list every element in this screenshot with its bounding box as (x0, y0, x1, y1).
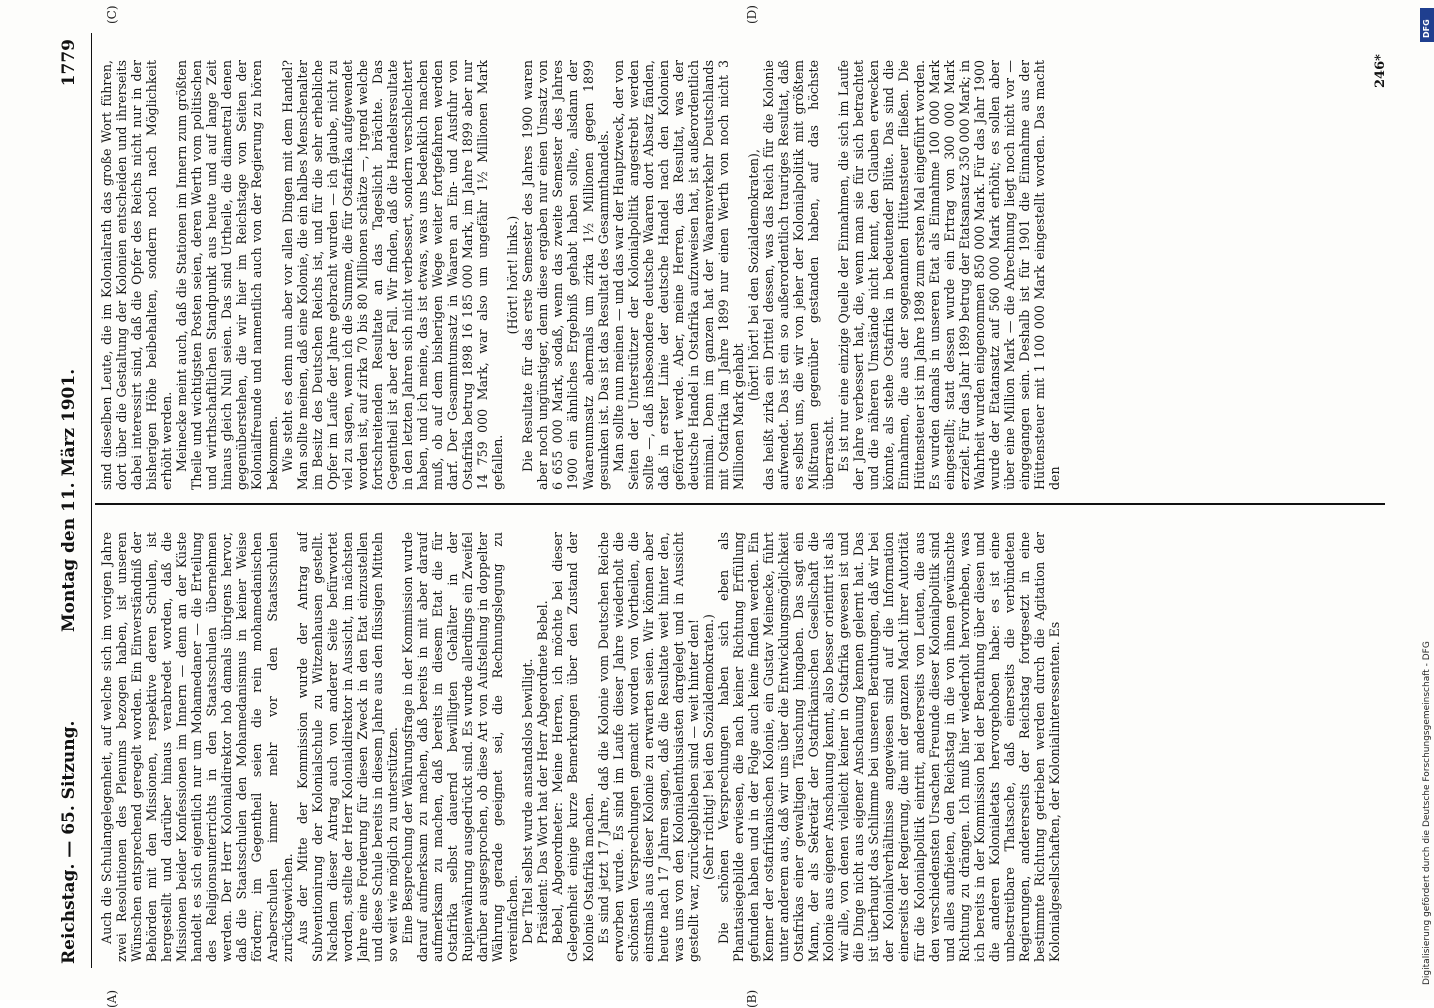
right-column (99, 60, 1384, 490)
paragraph: Eine Besprechung der Währungsfrage in der Kommission wurde darauf aufmerksam zu machen, daß bereits in mit aber darauf aufmerksam zu machen, daß bereits in diesem Etat die für Ostafrika selbst dauernd bewilligten Gehälter in der Rupienwährung ausgedrückt sind. Es wurde allerdings ein Zweifel darüber ausgesprochen, ob diese Art von Aufstellung in doppelter Währung gerade geeignet sei, die Rechnungslegung zu vereinfachen. (399, 532, 521, 962)
column-divider (95, 504, 1385, 506)
margin-marker-c: (C) (105, 5, 119, 24)
margin-marker-d: (D) (745, 5, 759, 24)
paragraph: Es sind jetzt 17 Jahre, daß die Kolonie vom Deutschen Reiche erworben wurde. Es sind im Laufe dieser Jahre wiederholt die schönsten Versprechungen gemacht worden von Vortheilen, die einstmals aus dieser Kolonie zu erwarten seien. Wir können aber heute nach 17 Jahren sagen, daß die Resultate weit hinter den, was uns von den Kolonialenthusiasten dargelegt und in Aussicht gestellt war, zurückgeblieben sind — weit hinter den! (595, 532, 701, 962)
paragraph: Es ist nur eine einzige Quelle der Einnahmen, die sich im Laufe der Jahre verbessert hat, die, wenn man sie für sich betrachtet und die näheren Umstände nicht kennt, den Glauben erwecken könnte, als stehe Ostafrika in bedeutender Blüte. Das sind die Einnahmen, die aus der sogenannten Hüttensteuer fließen. Die Hüttensteuer ist im Jahre 1898 zum ersten Mal eingeführt worden. Es wurden damals in unseren Etat als Einnahme 100 000 Mark eingestellt; statt dessen wurde ein Ertrag von 300 000 Mark erzielt. Für das Jahr 1899 betrug der Etatsansatz 350 000 Mark; in Wahrheit wurden eingenommen 850 000 Mark. Für das Jahr 1900 wurde der Etatansatz auf 560 000 Mark erhöht; es sollen aber über eine Million Mark — die Abrechnung liegt noch nicht vor — eingegangen sein. Deshalb ist für 1901 die Einnahme aus der Hüttensteuer mit 1 100 000 Mark eingestellt worden. Das macht den (836, 60, 1062, 490)
paragraph: Präsident: Das Wort hat der Herr Abgeordnete Bebel. (535, 600, 551, 944)
header-page-number: 1779 (59, 39, 79, 87)
margin-marker-b: (B) (745, 989, 759, 1008)
page-header (55, 33, 92, 968)
paragraph: Die Resultate für das erste Semester des Jahres 1900 waren aber noch ungünstiger, denn diese ergaben nur einen Umsatz von 6 655 000 Mark, sodaß, wenn das zweite Semester des Jahres 1900 ein ähnliches Ergebniß gehabt haben sollte, alsdann der Waarenumsatz abermals um zirka 1½ Millionen gegen 1899 gesunken ist. Das ist das Resultat des Gesammthandels. (520, 60, 611, 490)
credit-text: Digitalisierung gefördert durch die Deutsche Forschungsgemeinschaft - DFG (1422, 641, 1432, 985)
paragraph: Meinecke meint auch, daß die Stationen im Innern zum größten Theile und wichtigsten Posten seien, deren Werth vom politischen und wirthschaftlichen Standpunkt aus heute und auf lange Zeit hinaus gleich Null seien. Das sind Urtheile, die diametral denen gegenüberstehen, die wir hier im Reichstage von Seiten der Kolonialfreunde und namentlich auch von der Regierung zu hören bekommen. (174, 60, 280, 490)
paragraph: sind dieselben Leute, die im Kolonialrath das große Wort führen, dort über die Gestaltung der Kolonien entscheiden und ihrerseits dabei interessirt sind, daß die Opfer des Reichs nicht nur in der bisherigen Höhe beibehalten, sondern noch nach Möglichkeit erhöht werden. (99, 60, 175, 490)
rotated-sheet (55, 5, 1390, 1008)
interjection: (Sehr richtig! bei den Sozialdemokraten.) (700, 614, 716, 880)
digitization-credit (1420, 0, 1434, 1000)
header-session: Reichstag. — 65. Sitzung. (59, 720, 79, 964)
header-date: Montag den 11. März 1901. (59, 368, 79, 633)
dfg-logo: DFG (1420, 8, 1434, 42)
paragraph: Aus der Mitte der Kommission wurde der Antrag auf Subventionirung der Kolonialschule zu Witzenhausen gestellt. Nachdem dieser Antrag auch von anderer Seite befürwortet worden, stellte der Herr Kolonialdirektor in Aussicht, im nächsten Jahre eine Forderung für diesen Zweck in den Etat einzustellen und diese Schule bereits in diesem Jahre aus den flüssigen Mitteln so weit wie möglich zu unterstützen. (294, 532, 400, 962)
paragraph: das heißt zirka ein Drittel dessen, was das Reich für die Kolonie aufwendet. Das ist ein so außerordentlich trauriges Resultat, daß es selbst uns, die wir von jeher der Kolonialpolitik mit größtem Mißtrauen gegenüber gestanden haben, auf das höchste überrascht. (761, 60, 837, 490)
interjection: (Hört! hört! links.) (505, 215, 521, 335)
signature-mark: 246* (1373, 54, 1388, 88)
paragraph: Die schönen Versprechungen haben sich eben als Phantasiegebilde erwiesen, die nach keiner Richtung Erfüllung gefunden haben und in der Folge auch keine finden werden. Ein Kenner der ostafrikanischen Kolonie, ein Gustav Meinecke, führt unter anderem aus, daß wir uns über die Entwicklungsmöglichkeit Ostafrikas einer gewaltigen Täuschung hingaben. Das sagt ein Mann, der als Sekretär der Ostafrikanischen Gesellschaft die Kolonie aus eigener Anschauung kennt, also besser orientirt ist als wir alle, von denen vielleicht keiner in Ostafrika gewesen ist und die Dinge nicht aus eigener Anschauung kennen gelernt hat. Das ist überhaupt das Schlimme bei unseren Berathungen, daß wir bei der Kolonialverhältnisse angewiesen sind auf die Information einerseits der Regierung, die mit der ganzen Macht ihrer Autorität für die Kolonialpolitik eintritt, andererseits von Leuten, die aus den verschiedensten Ursachen Freunde dieser Kolonialpolitik sind und alles aufbieten, den Reichstag in die von ihnen gewünschte Richtung zu drängen. Ich muß hier wiederholt hervorheben, was ich bereits in der Kommission bei der Berathung über diesen und die anderen Kolonialetats hervorgehoben habe: es ist eine unbestreitbare Thatsache, daß einerseits die verbündeten Regierungen, andererseits der Reichstag fortgesetzt in eine bestimmte Richtung getrieben werden durch die Agitation der Kolonialgesellschaften, der Kolonialinteressenten. Es (715, 532, 1062, 962)
paragraph: Man sollte nun meinen — und das war der Hauptzweck, der von Seiten der Unterstützer der Kolonialpolitik angestrebt werden sollte —, daß insbesondere deutsche Waaren dort Absatz fänden, daß in erster Linie der deutsche Handel nach den Kolonien gefördert werde. Aber, meine Herren, das Resultat, was der deutsche Handel in Ostafrika aufzuweisen hat, ist außerordentlich minimal. Denn im ganzen hat der Waarenverkehr Deutschlands mit Ostafrika im Jahre 1899 nur einen Werth von noch nicht 3 Millionen Mark gehabt (610, 60, 746, 490)
paragraph: Wie steht es denn nun aber vor allen Dingen mit dem Handel? Man sollte meinen, daß eine Kolonie, die ein halbes Menschenalter im Besitz des Deutschen Reichs ist, und für die sehr erhebliche Opfer im Laufe der Jahre gebracht wurden — ich glaube, nicht zu viel zu sagen, wenn ich die Summe, die für Ostafrika aufgewendet worden ist, auf zirka 70 bis 80 Millionen schätze —, irgend welche fortschreitenden Resultate an das Tageslicht brächte. Das Gegentheil ist aber der Fall. Wir finden, daß die Handelsresultate in den letzten Jahren sich nicht verbessert, sondern verschlechtert haben, und ich meine, das ist etwas, was uns bedenklich machen muß, ob auf dem bisherigen Wege weiter fortgefahren werden darf. Der Gesammtumsatz in Waaren an Ein- und Ausfuhr von Ostafrika betrug 1898 16 185 000 Mark, im Jahre 1899 aber nur 14 759 000 Mark, war also um ungefähr 1½ Millionen Mark gefallen. (279, 60, 506, 490)
paragraph: Der Titel selbst wurde anstandslos bewilligt. (520, 658, 536, 944)
paragraph: Bebel, Abgeordneter: Meine Herren, ich möchte bei dieser Gelegenheit einige kurze Bemerkungen über den Zustand der Kolonie Ostafrika machen. (550, 532, 596, 962)
interjection: (hört! hört! bei den Sozialdemokraten), (746, 149, 762, 401)
margin-marker-a: (A) (105, 989, 119, 1008)
paragraph: Auch die Schulangelegenheit, auf welche sich im vorigen Jahre zwei Resolutionen des Plenums bezogen haben, ist unseren Wünschen entsprechend geregelt worden. Ein Einverständniß der Behörden mit den Missionen, respektive deren Schulen, ist hergestellt und darüber hinaus verabredet worden, daß die Missionen beider Konfessionen im Innern — denn an der Küste handelt es sich eigentlich nur um Mohamedaner — die Erteilung des Religionsunterrichts in den Staatsschulen übernehmen werden. Der Herr Kolonialdirektor hob damals übrigens hervor, daß die Staatsschulen den Mohamedanismus in keiner Weise fördern; im Gegentheil seien die rein mohamedanischen Araberschulen immer mehr vor den Staatsschulen zurückgewichen. (99, 532, 295, 962)
left-column (99, 532, 1384, 962)
